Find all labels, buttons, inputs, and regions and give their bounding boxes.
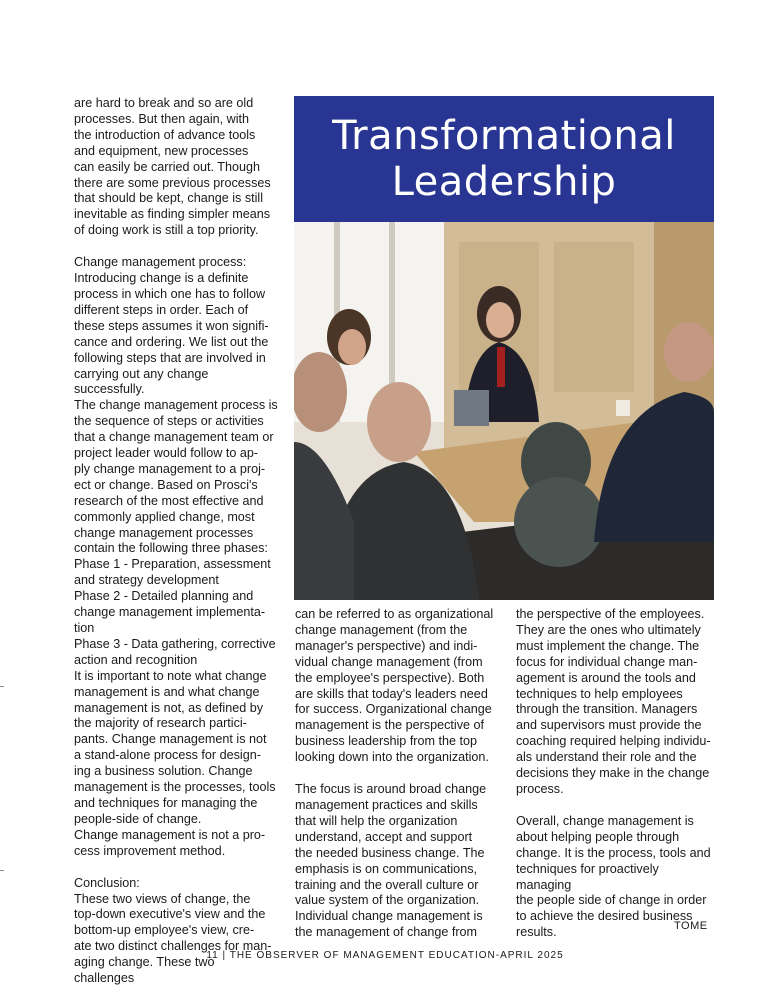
paragraph-gap [74,860,278,876]
text-line: Individual change management is [295,909,483,924]
article-column-right [516,607,716,941]
text-line: results. [516,925,557,940]
text-line: focus for individual change man- [516,654,698,669]
text-line: ing a business solution. Change [74,764,253,779]
text-line: action and recognition [74,652,198,667]
text-line: and strategy development [74,573,219,588]
text-line: top-down executive's view and the [74,907,266,922]
text-line: the needed business change. The [295,845,485,860]
text-line: the introduction of advance tools [74,127,256,142]
text-line: through the transition. Managers [516,702,698,717]
text-line: It is important to note what change [74,668,267,683]
text-line: research of the most effective and [74,493,264,508]
text-line: change. It is the process, tools and [516,845,711,860]
text-line: tion [74,621,95,635]
text-line: decisions they make in the change [516,766,710,781]
text-line: understand, accept and support [295,829,473,844]
text-line: change management (from the [295,622,468,637]
text-line: change management processes [74,525,254,540]
text-line: Phase 2 - Detailed planning and [74,589,254,604]
text-line: coaching required helping individu- [516,734,711,749]
text-line: business leadership from the top [295,734,478,749]
text-line: the sequence of steps or activities [74,414,264,429]
text-line: contain the following three phases: [74,541,268,556]
text-line: ply change management to a proj- [74,461,266,476]
text-line: the management of change from [295,925,478,940]
article-title-banner [294,96,714,222]
text-line: the employee's perspective). Both [295,670,485,685]
article-title-line-1: Transformational [332,113,676,159]
text-line: Phase 1 - Preparation, assessment [74,557,271,572]
text-line: management is the processes, tools [74,780,276,795]
text-line: and equipment, new processes [74,143,249,158]
text-line: commonly applied change, most [74,509,255,524]
text-line: can be referred to as organizational [295,607,494,621]
margin-mark [0,870,4,871]
text-line: the perspective of the employees. [516,607,705,621]
text-line: these steps assumes it won signifi- [74,318,269,333]
text-line: there are some previous processes [74,175,271,190]
text-line: about helping people through [516,829,680,844]
text-line: ate two distinct challenges for man- [74,939,272,954]
text-line: management is and what change [74,684,260,699]
text-line: process in which one has to follow [74,286,266,301]
text-line: bottom-up employee's view, cre- [74,923,255,938]
text-line: techniques to help employees [516,686,683,701]
text-line: Change management is not a pro- [74,827,266,842]
text-line: management is not, as defined by [74,700,264,715]
article-column-middle [295,607,496,941]
text-line: looking down into the organization. [295,750,489,765]
page-footer: 11 | THE OBSERVER OF MANAGEMENT EDUCATION-APRIL 2025 [206,950,564,961]
text-line: training and the overall culture or [295,877,479,892]
text-line: different steps in order. Each of [74,302,249,317]
text-line: agement is around the tools and [516,670,696,685]
article-title-line-2: Leadership [391,159,617,205]
text-line: techniques for proactively managing [516,861,659,892]
text-line: management is the perspective of [295,718,485,733]
text-line: These two views of change, the [74,891,251,906]
text-line: that will help the organization [295,813,458,828]
text-line: ect or change. Based on Prosci's [74,477,258,492]
text-line: vidual change management (from [295,654,483,669]
text-line: that should be kept, change is still [74,191,264,206]
text-line: value system of the organization. [295,893,480,908]
text-line: Change management process: [74,255,247,270]
paragraph-gap [295,766,496,782]
text-line: of doing work is still a top priority. [74,223,259,238]
text-line: and supervisors must provide the [516,718,702,733]
text-line: aging change. These two challenges [74,955,215,986]
text-line: processes. But then again, with [74,111,250,126]
text-line: Overall, change management is [516,813,694,828]
text-line: change management implementa- [74,605,266,620]
text-line: following steps that are involved in [74,350,266,365]
text-line: The focus is around broad change [295,782,487,797]
author-name: TOME [674,920,708,932]
text-line: Introducing change is a definite [74,271,249,286]
text-line: for success. Organizational change [295,702,492,717]
article-column-left [74,96,278,987]
text-line: pants. Change management is not [74,732,267,747]
text-line: people-side of change. [74,811,202,826]
text-line: must implement the change. The [516,638,700,653]
text-line: manager's perspective) and indi- [295,638,478,653]
text-line: and techniques for managing the [74,795,258,810]
margin-mark [0,686,4,687]
text-line: management practices and skills [295,797,478,812]
text-line: emphasis is on communications, [295,861,477,876]
text-line: that a change management team or [74,430,274,445]
meeting-photo [294,222,714,600]
text-line: cance and ordering. We list out the [74,334,269,349]
text-line: inevitable as finding simpler means [74,207,271,222]
text-line: to achieve the desired business [516,909,693,924]
text-line: are hard to break and so are old [74,96,254,110]
text-line: The change management process is [74,398,278,413]
text-line: Phase 3 - Data gathering, corrective [74,636,276,651]
text-line: carrying out any change successfully. [74,366,209,397]
paragraph-gap [74,239,278,255]
text-line: a stand-alone process for design- [74,748,261,763]
text-line: the majority of research partici- [74,716,247,731]
text-line: can easily be carried out. Though [74,159,260,174]
text-line: process. [516,781,564,796]
text-line: project leader would follow to ap- [74,446,259,461]
text-line: cess improvement method. [74,843,226,858]
text-line: als understand their role and the [516,750,697,765]
text-line: are skills that today's leaders need [295,686,488,701]
text-line: Conclusion: [74,875,140,890]
paragraph-gap [516,798,716,814]
text-line: They are the ones who ultimately [516,622,701,637]
text-line: the people side of change in order [516,893,707,908]
